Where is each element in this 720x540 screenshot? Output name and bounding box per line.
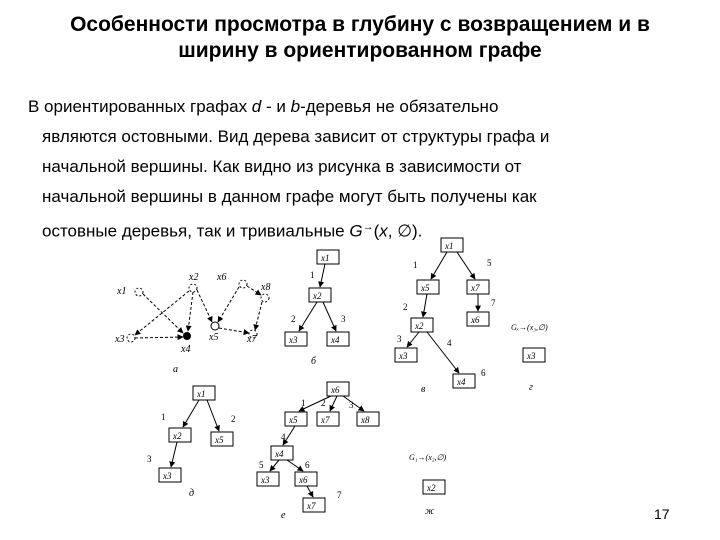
page-number: 17 [654, 506, 670, 522]
tree-d-edge [207, 400, 219, 431]
panel-label: г [529, 382, 533, 393]
tree-e-edge-label: 2 [321, 398, 326, 408]
tree-e-label: x7 [307, 501, 316, 511]
tree-zh-caption: G₁→(x₂,∅) [409, 453, 447, 462]
tree-e-label: x6 [331, 385, 340, 395]
tree-v-edge [423, 294, 427, 317]
tree-v-edge-label: 5 [487, 258, 492, 268]
tree-v-edge-label: 7 [491, 298, 496, 308]
tree-d-edge-label: 3 [147, 454, 152, 464]
text-run-italic: d [251, 97, 262, 116]
panel-label: а [173, 364, 178, 375]
graph-a-edge [218, 287, 239, 322]
tree-v-edge-label: 4 [447, 338, 452, 348]
tree-e-edge-label: 6 [305, 460, 310, 470]
panel-label: ж [425, 506, 435, 517]
slide-title-line-1: Особенности просмотра в глубину с возвращением и в [70, 13, 650, 36]
tree-v-edge-label: 6 [481, 368, 486, 378]
tree-v-edge-label: 1 [413, 260, 418, 270]
tree-v-label: x4 [457, 377, 466, 387]
panel-label: е [281, 510, 286, 521]
graph-a-label: x3 [115, 334, 125, 345]
text-run: - и [261, 97, 291, 116]
tree-g-caption: Gₓ→(x₃,∅) [511, 323, 548, 332]
paragraph-line-3: начальной вершины. Как видно из рисунка в зависимости от [42, 157, 522, 176]
tree-e-edge [307, 486, 313, 497]
tree-g [511, 323, 548, 393]
graph-a-edge [219, 328, 249, 333]
graph-a-edge [143, 294, 183, 333]
tree-b-edge [320, 264, 325, 287]
tree-zh [409, 453, 447, 517]
tree-e-label: x8 [361, 415, 370, 425]
graph-a-label: x4 [181, 344, 191, 355]
tree-e-edge [330, 396, 337, 411]
panel-label: б [311, 356, 317, 367]
tree-v-edge [431, 252, 447, 279]
tree-b-edge-label: 1 [310, 270, 315, 280]
graph-a-edge [255, 302, 262, 330]
tree-b-label: x1 [321, 253, 330, 263]
tree-g-label: x3 [527, 351, 536, 361]
graph-a-node [189, 284, 197, 292]
tree-v-edge-label: 3 [397, 334, 402, 344]
tree-b-label: x3 [289, 335, 298, 345]
graph-a [114, 272, 270, 375]
text-run: -деревья не обязательно [300, 97, 499, 116]
tree-b-label: x2 [313, 291, 322, 301]
tree-v-label: x2 [415, 321, 424, 331]
tree-e-edge-label: 4 [281, 432, 286, 442]
paragraph-line-2: являются остовными. Вид дерева зависит от структуры графа и [42, 127, 550, 146]
text-run-italic: x [379, 221, 388, 241]
tree-v [395, 238, 496, 395]
text-run-italic: G [349, 221, 363, 241]
tree-v-edge-label: 2 [403, 302, 408, 312]
tree-e-label: x3 [261, 475, 270, 485]
tree-e-label: x6 [299, 475, 308, 485]
tree-b-label: x4 [331, 335, 340, 345]
graph-a-edge [135, 337, 183, 338]
graph-a-node [183, 332, 191, 340]
tree-e-edge-label: 7 [337, 490, 342, 500]
text-run-italic: b [290, 97, 301, 116]
tree-d-label: x1 [197, 389, 206, 399]
paragraph-line-4: начальной вершины в данном графе могут быть получены как [42, 187, 537, 206]
graph-a-label: x5 [209, 332, 219, 343]
graph-a-edge [197, 290, 212, 322]
graph-a-label: x7 [247, 334, 257, 345]
graph-a-label: x8 [261, 282, 271, 293]
tree-d-edge [183, 400, 199, 427]
tree-e-label: x5 [289, 415, 298, 425]
tree-v-edge [407, 332, 419, 347]
body-paragraph [28, 92, 708, 247]
tree-v-label: x1 [445, 241, 454, 251]
graph-a-label: x1 [117, 286, 127, 297]
graph-a-node [239, 280, 247, 288]
tree-b-edge [323, 302, 336, 331]
tree-e-label: x7 [321, 415, 330, 425]
graph-a-node [127, 334, 135, 342]
tree-v-edge [457, 252, 475, 279]
superscript-arrow: → [362, 221, 374, 233]
graph-a-label: x2 [189, 272, 199, 283]
text-run: остовные деревья, так и тривиальные [42, 221, 350, 241]
tree-v-edge [427, 332, 459, 373]
tree-d-edge-label: 2 [231, 414, 236, 424]
text-run: В ориентированных графах [28, 97, 252, 116]
slide-title [0, 12, 720, 64]
text-run: ( [373, 221, 380, 241]
tree-b-edge-label: 3 [341, 314, 346, 324]
graph-a-node [211, 322, 219, 330]
tree-d-label: x3 [163, 471, 172, 481]
tree-d-edge [171, 442, 177, 467]
tree-e-edge-label: 1 [301, 398, 306, 408]
tree-d-label: x5 [215, 435, 224, 445]
tree-e-edge [287, 460, 303, 471]
tree-e-edge [270, 460, 279, 471]
tree-e-edge [343, 396, 364, 411]
tree-d-label: x2 [173, 431, 182, 441]
panel-label: д [189, 488, 195, 499]
tree-b [285, 250, 349, 367]
tree-d [147, 386, 236, 499]
tree-e [257, 382, 379, 521]
slide-title-line-2: ширину в ориентированном графе [178, 39, 542, 62]
tree-v-label: x5 [421, 283, 430, 293]
tree-e-label: x4 [275, 449, 284, 459]
tree-v-label: x7 [471, 283, 480, 293]
graph-a-node [261, 294, 269, 302]
graph-a-label: x6 [217, 272, 227, 283]
tree-b-edge-label: 2 [291, 314, 296, 324]
graph-a-edge [188, 292, 193, 331]
tree-b-edge [299, 302, 317, 331]
panel-label: в [421, 384, 426, 395]
tree-d-edge-label: 1 [161, 412, 166, 422]
tree-e-edge-label: 5 [259, 460, 264, 470]
text-run: , ∅). [387, 221, 423, 241]
tree-zh-label: x2 [427, 483, 436, 493]
graph-figure [105, 236, 575, 521]
tree-e-edge-label: 3 [349, 400, 354, 410]
graph-a-edge [247, 286, 261, 295]
graph-a-node [135, 288, 143, 296]
tree-v-label: x3 [399, 351, 408, 361]
tree-v-label: x6 [471, 315, 480, 325]
paragraph-line-1 [28, 92, 708, 122]
